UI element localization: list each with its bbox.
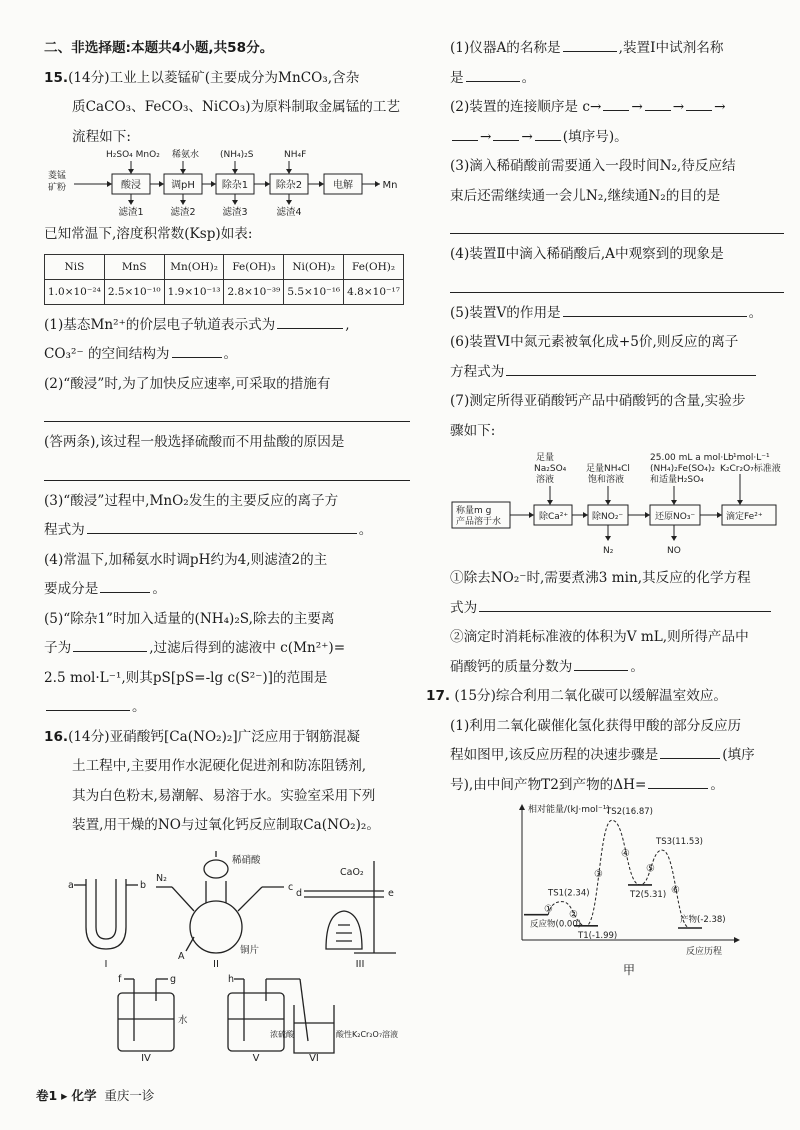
q15-text: 要成分是: [44, 581, 99, 597]
q16-text: (填序号)。: [562, 128, 628, 145]
energy-step-label: ②: [569, 909, 578, 921]
roman-I: I: [104, 958, 108, 970]
q16-line-7: (4)装置Ⅱ中滴入稀硝酸后,A中观察到的现象是: [450, 246, 724, 262]
ksp-value: 4.8×10⁻¹⁷: [344, 279, 404, 304]
app-label-hno3: 稀硝酸: [232, 854, 261, 866]
ksp-table: [44, 254, 404, 305]
answer-line[interactable]: [44, 399, 410, 422]
q17-intro-text: (15分)综合利用二氧化碳可以缓解温室效应。: [454, 688, 728, 704]
q16-text: ,装置Ⅰ中试剂名称: [618, 40, 724, 56]
proc-gas-2: NO: [667, 546, 681, 556]
answer-blank[interactable]: [493, 126, 519, 141]
flow-residue-1: 滤渣1: [118, 207, 144, 218]
proc-reagent-2: 足量NH₄Cl: [586, 464, 630, 474]
answer-blank[interactable]: [277, 314, 343, 329]
app-label-h2so4: 浓硫酸: [270, 1029, 294, 1039]
q17-line-1: (1)利用二氧化碳催化氢化获得甲酸的部分反应历: [450, 717, 742, 734]
q15-text: 子为: [44, 640, 72, 656]
q16-intro-1: [44, 723, 410, 753]
q16-number: 16.: [44, 728, 69, 745]
flow-residue-2: 滤渣2: [170, 207, 196, 218]
proc-reagent-1b: Na₂SO₄: [534, 464, 567, 474]
q16-line-4: → → (填序号)。: [450, 123, 784, 153]
ksp-header: MnS: [104, 254, 164, 279]
flow-step-2: 调pH: [171, 180, 195, 191]
proc-reagent-1c: 溶液: [536, 475, 555, 485]
proc-step-4: 滴定Fe²⁺: [726, 512, 763, 522]
flow-reagent-3: (NH₄)₂S: [220, 150, 254, 160]
app-label-d: d: [296, 887, 303, 899]
answer-blank[interactable]: [100, 578, 150, 593]
q16-sub-4: 硝酸钙的质量分数为 。: [450, 653, 784, 683]
proc-reagent-3b: (NH₄)₂Fe(SO₄)₂: [650, 464, 715, 474]
app-label-f: f: [118, 973, 122, 985]
app-label-n2: N₂: [156, 872, 167, 884]
proc-reagent-3c: 和适量H₂SO₄: [650, 475, 704, 485]
answer-blank[interactable]: [46, 696, 130, 711]
flow-step-1: 酸浸: [121, 180, 141, 191]
app-label-e: e: [388, 887, 394, 899]
footer-volume: 卷1: [36, 1088, 58, 1103]
flow-step-3: 除杂1: [221, 180, 249, 191]
proc-gas-1: N₂: [603, 546, 614, 556]
ksp-header: Mn(OH)₂: [164, 254, 224, 279]
q16-text: 硝酸钙的质量分数为: [450, 658, 573, 675]
ksp-header: Fe(OH)₃: [224, 254, 284, 279]
answer-blank[interactable]: [563, 302, 747, 317]
q17-line-2: [450, 741, 784, 771]
q16-sub-2: [450, 594, 784, 624]
left-column: [44, 34, 410, 1061]
q16-sub-1: ①除去NO₂⁻时,需要煮沸3 min,其反应的化学方程: [450, 570, 751, 586]
answer-blank[interactable]: [172, 343, 222, 358]
ksp-value: 1.9×10⁻¹³: [164, 279, 224, 304]
y-axis-label: 相对能量/(kJ·mol⁻¹): [528, 805, 610, 815]
app-label-g: g: [170, 973, 177, 985]
roman-VI: VI: [309, 1052, 319, 1061]
q17-line-3: 号),由中间产物T2到产物的ΔH= 。: [450, 771, 784, 801]
answer-blank[interactable]: [506, 361, 756, 376]
answer-blank[interactable]: [535, 126, 561, 141]
section-title: 二、非选择题:本题共4小题,共58分。: [44, 40, 274, 56]
ksp-header-row: [45, 254, 404, 279]
flow-reagent-4: NH₄F: [284, 150, 307, 160]
answer-blank[interactable]: [563, 37, 617, 52]
proc-step-2: 除NO₂⁻: [592, 512, 624, 522]
q15-text: CO₃²⁻ 的空间结构为: [44, 346, 170, 362]
energy-point-label: TS2(16.87): [606, 807, 653, 818]
app-label-cao2: CaO₂: [340, 866, 364, 878]
q15-line-1: (1)基态Mn²⁺的价层电子轨道表示式为 ,: [44, 311, 410, 341]
q15-line-9: (5)“除杂1”时加入适量的(NH₄)₂S,除去的主要离: [44, 610, 335, 627]
energy-step-label: ⑥: [671, 885, 680, 897]
energy-point-label: TS3(11.53): [656, 837, 703, 848]
ksp-value: 5.5×10⁻¹⁶: [284, 279, 344, 304]
q15-intro-1: [44, 64, 410, 94]
proc-reagent-3: 25.00 mL a mol·L⁻¹: [650, 453, 737, 463]
q17-text: 号),由中间产物T2到产物的ΔH=: [450, 776, 647, 793]
q16-text: 方程式为: [450, 363, 505, 380]
roman-V: V: [252, 1052, 260, 1061]
page-footer: 卷1 ▸ 化学 重庆一诊: [36, 1088, 155, 1103]
energy-point-label: T2(5.31): [630, 889, 667, 900]
q16-line-3: (2)装置的连接顺序是 c→ → → →: [450, 93, 784, 123]
q16-intro-text-1: (14分)亚硝酸钙[Ca(NO₂)₂]广泛应用于钢筋混凝: [68, 728, 360, 745]
answer-blank[interactable]: [686, 96, 712, 111]
energy-step-label: ③: [594, 869, 603, 881]
flow-reagent-1: H₂SO₄ MnO₂: [106, 150, 160, 160]
q15-text: ,过滤后得到的滤液中 c(Mn²⁺)=: [149, 640, 346, 656]
proc-step-3: 还原NO₃⁻: [655, 512, 696, 522]
q15-text: 程式为: [44, 522, 85, 538]
ksp-value: 2.8×10⁻³⁹: [224, 279, 284, 304]
energy-profile-chart: [514, 802, 744, 962]
q16-line-1: [450, 34, 784, 64]
roman-IV: IV: [141, 1052, 151, 1061]
ksp-header: Ni(OH)₂: [284, 254, 344, 279]
energy-point-label: TS1(2.34): [548, 888, 590, 899]
q16-text: (1)仪器A的名称是: [450, 40, 561, 56]
q15-line-12: 。: [44, 693, 410, 723]
q15-line-2: CO₃²⁻ 的空间结构为 。: [44, 340, 410, 370]
answer-blank[interactable]: [660, 744, 720, 759]
answer-blank[interactable]: [645, 96, 671, 111]
answer-blank[interactable]: [648, 774, 708, 789]
right-column: [426, 34, 784, 978]
q16-intro-2: 土工程中,主要用作水泥硬化促进剂和防冻阻锈剂,: [72, 758, 367, 774]
app-label-k2cr2o7: 酸性K₂Cr₂O₇溶液: [336, 1029, 399, 1039]
q17-number: 17.: [426, 688, 451, 704]
q15-intro-2: 质CaCO₃、FeCO₃、NiCO₃)为原料制取金属锰的工艺: [72, 99, 401, 115]
q17-text: 程如图甲,该反应历程的决速步骤是: [450, 747, 659, 763]
energy-step-label: ①: [544, 904, 553, 916]
q15-line-5: (3)“酸浸”过程中,MnO₂发生的主要反应的离子方: [44, 492, 339, 509]
app-label-cu: 铜片: [240, 944, 260, 956]
energy-step-label: ④: [621, 848, 630, 860]
footer-subject: 化学: [71, 1088, 97, 1103]
q16-text: 式为: [450, 599, 478, 616]
q16-sub-3: ②滴定时消耗标准液的体积为V mL,则所得产品中: [450, 629, 749, 645]
q16-intro-4: 装置,用干燥的NO与过氧化钙反应制取Ca(NO₂)₂。: [72, 817, 380, 833]
answer-blank[interactable]: [574, 656, 628, 671]
app-label-water: 水: [178, 1014, 188, 1026]
energy-step-label: ⑤: [646, 863, 655, 875]
energy-point-label: T1(-1.99): [578, 930, 618, 941]
proc-reagent-1: 足量: [536, 453, 555, 463]
q15-intro-3: 流程如下:: [72, 128, 131, 145]
answer-blank[interactable]: [466, 67, 520, 82]
ksp-value: 1.0×10⁻²⁴: [45, 279, 105, 304]
roman-III: III: [355, 958, 365, 970]
energy-point-label: 产物(-2.38): [680, 915, 726, 925]
flow-product: Mn: [382, 180, 398, 191]
app-label-A: A: [178, 950, 185, 962]
q16-procedure-diagram: [450, 450, 784, 560]
roman-II: II: [213, 958, 219, 970]
q16-text: 是: [450, 69, 464, 86]
q16-line-2: 是 。: [450, 64, 784, 94]
flow-residue-3: 滤渣3: [222, 207, 248, 218]
flow-step-5: 电解: [333, 180, 353, 191]
ksp-value: 2.5×10⁻¹⁰: [104, 279, 164, 304]
app-label-h: h: [228, 973, 235, 985]
q16-line-11: (7)测定所得亚硝酸钙产品中硝酸钙的含量,实验步: [450, 393, 746, 409]
q15-intro-text-1: (14分)工业上以菱锰矿(主要成分为MnCO₃,含杂: [68, 69, 360, 86]
ksp-header: Fe(OH)₂: [344, 254, 404, 279]
footer-exam: 重庆一诊: [104, 1088, 155, 1103]
app-label-c: c: [288, 881, 294, 893]
q16-line-10: [450, 358, 784, 388]
q16-line-8: (5)装置Ⅴ的作用是 。: [450, 299, 784, 329]
q15-line-6: 程式为 。: [44, 516, 410, 546]
q16-line-12: 骤如下:: [450, 422, 496, 439]
q15-line-10: [44, 634, 410, 664]
q16-intro-3: 其为白色粉末,易潮解、易溶于水。实验室采用下列: [72, 787, 376, 804]
ksp-value-row: [45, 279, 404, 304]
proc-reagent-4: b mol·L⁻¹: [728, 453, 770, 463]
q15-line-3: (2)“酸浸”时,为了加快反应速率,可采取的措施有: [44, 375, 331, 392]
q15-line-11: 2.5 mol·L⁻¹,则其pS[pS=-lg c(S²⁻)]的范围是: [44, 669, 328, 686]
q15-line-4: (答两条),该过程一般选择硫酸而不用盐酸的原因是: [44, 434, 345, 450]
proc-start-2: 产品溶于水: [456, 517, 502, 527]
answer-line[interactable]: [450, 211, 784, 234]
proc-start: 称量m g: [456, 506, 492, 516]
q15-text: (1)基态Mn²⁺的价层电子轨道表示式为: [44, 316, 276, 333]
q15-flow-diagram: [44, 148, 410, 220]
answer-blank[interactable]: [87, 519, 357, 534]
q16-text: (2)装置的连接顺序是 c→: [450, 99, 602, 115]
q15-number: 15.: [44, 69, 69, 86]
flow-reagent-2: 稀氨水: [172, 150, 200, 160]
flow-feed-1: 菱锰: [48, 171, 67, 181]
chart-caption: 甲: [622, 963, 635, 977]
flow-step-4: 除杂2: [275, 180, 303, 191]
q16-line-9: (6)装置Ⅵ中氮元素被氧化成+5价,则反应的离子: [450, 334, 739, 350]
q15-line-7: (4)常温下,加稀氨水时调pH约为4,则滤渣2的主: [44, 551, 328, 568]
q15-line-8: 要成分是 。: [44, 575, 410, 605]
flow-feed-2: 矿粉: [48, 183, 67, 193]
ksp-intro: 已知常温下,溶度积常数(Ksp)如表:: [44, 226, 253, 242]
ksp-header: NiS: [45, 254, 105, 279]
flow-residue-4: 滤渣4: [276, 207, 302, 218]
answer-line[interactable]: [450, 270, 784, 293]
answer-blank[interactable]: [452, 126, 478, 141]
q17-text: (填序: [722, 747, 755, 763]
app-label-a: a: [68, 879, 74, 891]
q17-intro: [426, 682, 784, 712]
app-label-b: b: [140, 879, 147, 891]
q16-apparatus-diagram: [44, 841, 410, 1061]
proc-step-1: 除Ca²⁺: [539, 512, 569, 522]
q16-text: (5)装置Ⅴ的作用是: [450, 304, 561, 321]
q16-line-5: (3)滴入稀硝酸前需要通入一段时间N₂,待反应结: [450, 158, 736, 174]
answer-blank[interactable]: [603, 96, 629, 111]
x-axis-label: 反应历程: [686, 947, 723, 957]
proc-reagent-4b: K₂Cr₂O₇标准液: [720, 464, 781, 474]
energy-point-label: 反应物(0.00): [530, 919, 582, 930]
q16-line-6: 束后还需继续通一会儿N₂,继续通N₂的目的是: [450, 187, 721, 204]
answer-blank[interactable]: [479, 597, 771, 612]
proc-reagent-2b: 饱和溶液: [588, 475, 625, 485]
answer-line[interactable]: [44, 458, 410, 481]
answer-blank[interactable]: [73, 637, 147, 652]
